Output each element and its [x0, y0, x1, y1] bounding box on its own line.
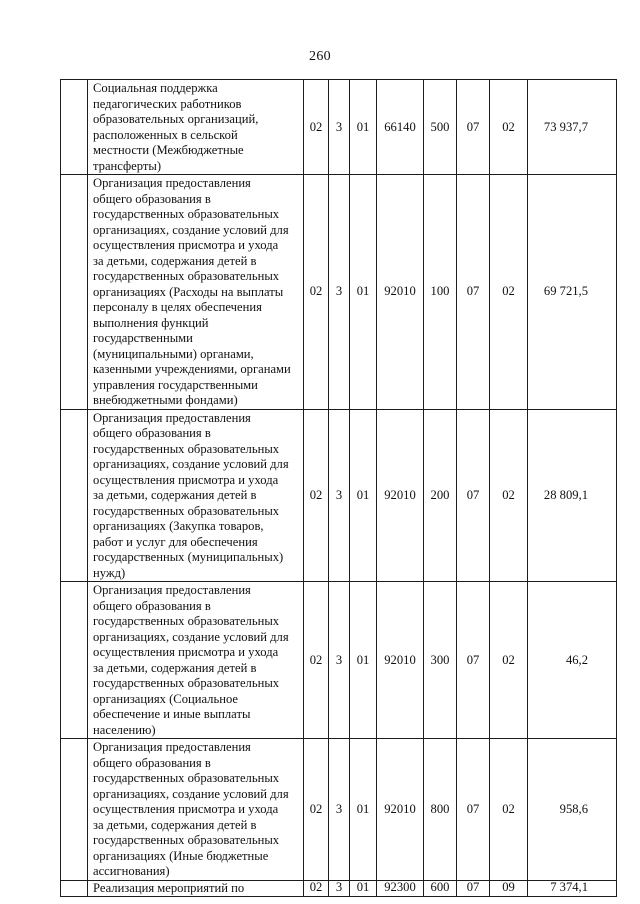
- table-row: [61, 409, 617, 582]
- row-name: Организация предоставления общего образования в государственных образовательных организациях, создание условий для осуществления присмотра и ухода за детьми, содержания детей в государственных образовательных организациях (Расходы на выплаты персоналу в целях обеспечения выполнения функций государственными (муниципальными) органами, казенными учреждениями, органами управления государственными внебюджетными фондами): [88, 175, 304, 410]
- subsection-code: 02: [490, 80, 528, 175]
- amount-value: 73 937,7: [528, 80, 617, 175]
- subprogram-code: 3: [329, 582, 350, 739]
- subsection-code: 02: [490, 739, 528, 881]
- expense-type-code: 500: [424, 80, 457, 175]
- program-code: 02: [304, 582, 329, 739]
- row-name: Организация предоставления общего образования в государственных образовательных организациях, создание условий для осуществления присмотра и ухода за детьми, содержания детей в государственных образовательных организациях (Закупка товаров, работ и услуг для обеспечения государственных (муниципальных) нужд): [88, 409, 304, 582]
- main-event-code: 01: [350, 880, 377, 897]
- subsection-code: 02: [490, 409, 528, 582]
- section-code: 07: [457, 582, 490, 739]
- row-name: Организация предоставления общего образования в государственных образовательных организациях, создание условий для осуществления присмотра и ухода за детьми, содержания детей в государственных образовательных организациях (Социальное обеспечение и иные выплаты населению): [88, 582, 304, 739]
- main-event-code: 01: [350, 739, 377, 881]
- direction-code: 92010: [377, 739, 424, 881]
- page-number: 260: [309, 49, 331, 64]
- section-code: 07: [457, 80, 490, 175]
- blank-cell: [61, 880, 88, 897]
- section-code: 07: [457, 880, 490, 897]
- amount-value: 28 809,1: [528, 409, 617, 582]
- section-code: 07: [457, 409, 490, 582]
- program-code: 02: [304, 80, 329, 175]
- direction-code: 92300: [377, 880, 424, 897]
- table-row: [61, 175, 617, 410]
- subprogram-code: 3: [329, 739, 350, 881]
- subprogram-code: 3: [329, 80, 350, 175]
- expense-type-code: 300: [424, 582, 457, 739]
- table-row: [61, 739, 617, 881]
- program-code: 02: [304, 409, 329, 582]
- main-event-code: 01: [350, 175, 377, 410]
- amount-value: 69 721,5: [528, 175, 617, 410]
- subsection-code: 02: [490, 175, 528, 410]
- amount-value: 7 374,1: [528, 880, 617, 897]
- subprogram-code: 3: [329, 175, 350, 410]
- table-row: [61, 582, 617, 739]
- expense-type-code: 200: [424, 409, 457, 582]
- program-code: 02: [304, 175, 329, 410]
- amount-value: 46,2: [528, 582, 617, 739]
- main-event-code: 01: [350, 409, 377, 582]
- subprogram-code: 3: [329, 880, 350, 897]
- blank-cell: [61, 175, 88, 410]
- direction-code: 92010: [377, 175, 424, 410]
- section-code: 07: [457, 175, 490, 410]
- blank-cell: [61, 409, 88, 582]
- main-event-code: 01: [350, 582, 377, 739]
- subsection-code: 09: [490, 880, 528, 897]
- expense-type-code: 100: [424, 175, 457, 410]
- table-row: [61, 880, 617, 897]
- budget-table: [60, 79, 617, 897]
- expense-type-code: 600: [424, 880, 457, 897]
- blank-cell: [61, 80, 88, 175]
- subsection-code: 02: [490, 582, 528, 739]
- table-row: [61, 80, 617, 175]
- direction-code: 92010: [377, 409, 424, 582]
- program-code: 02: [304, 880, 329, 897]
- main-event-code: 01: [350, 80, 377, 175]
- section-code: 07: [457, 739, 490, 881]
- expense-type-code: 800: [424, 739, 457, 881]
- program-code: 02: [304, 739, 329, 881]
- subprogram-code: 3: [329, 409, 350, 582]
- blank-cell: [61, 582, 88, 739]
- row-name: Реализация мероприятий по: [88, 880, 304, 897]
- blank-cell: [61, 739, 88, 881]
- row-name: Социальная поддержка педагогических работников образовательных организаций, расположенных в сельской местности (Межбюджетные трансферты): [88, 80, 304, 175]
- direction-code: 66140: [377, 80, 424, 175]
- row-name: Организация предоставления общего образования в государственных образовательных организациях, создание условий для осуществления присмотра и ухода за детьми, содержания детей в государственных образовательных организациях (Иные бюджетные ассигнования): [88, 739, 304, 881]
- amount-value: 958,6: [528, 739, 617, 881]
- direction-code: 92010: [377, 582, 424, 739]
